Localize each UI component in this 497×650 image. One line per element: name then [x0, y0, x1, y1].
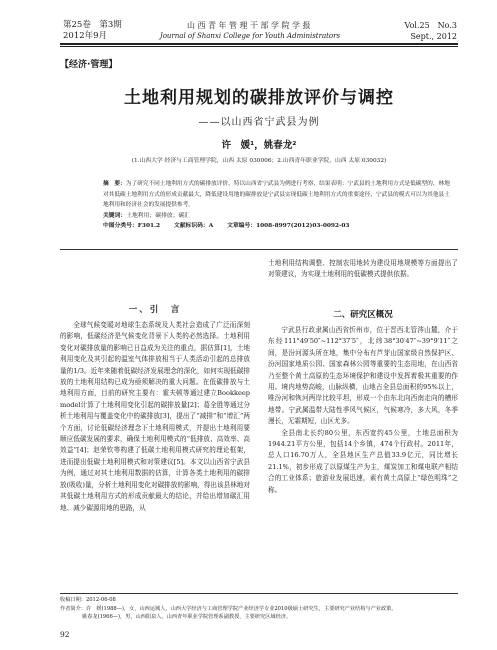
study-area-body	[268, 325, 458, 496]
journal-volume-en	[405, 20, 457, 42]
article-number-group	[227, 223, 349, 229]
author-affiliation: (1.山西大学 经济与工商管理学院，山西 太原 030006；2.山西青年职业学院，山西 太原 030032)	[131, 158, 387, 164]
author-bio-1: 作者简介：许 媛(1988—)，女，山西运城人，山西大学经济与工商管理学院产业经济学专业2010级硕士研究生，主要研究产业结构与产业政策。	[60, 605, 397, 612]
introduction-body	[60, 320, 250, 514]
section-category: 【经济·管理】	[60, 60, 118, 70]
issue-date: 2012年9月	[63, 31, 108, 41]
article-number: 1008-8997(2012)03-0092-03	[256, 222, 350, 229]
doc-code: A	[208, 222, 214, 229]
doc-code-group	[174, 223, 213, 229]
section-heading-introduction: 一、引 言	[128, 305, 182, 315]
section-heading-study-area: 二、研究区概况	[333, 310, 393, 320]
journal-name-cn: 山西青年管理干部学院学报	[187, 21, 313, 30]
introduction-paragraph: 全球气候变暖对地球生态系统及人类社会造成了广泛而深刻的影响，低碳经济是气候变化背景下人类的必然选择。土地利用变化对碳排放量的影响已日益成为关注的重点，据估算[1]，土地利用变化及其引起的温室气体排放相当于人类活动引起的总排放量的1/3。近年来随着低碳经济发展理念的深化，如何实现低碳排放的土地利用结构已成为亟须解决的重大问题。在低碳排放与土地利用方面，目前的研究主要有：霍夫顿等通过建立Bookkeep model计算了土地利用变化引起的碳排放量[2]；葛全胜等通过分析土地利用与覆盖变化中的碳排放[3]，提出了“减排”和“增汇”两个方面，讨论低碳经济理念下土地利用模式，并提出土地利用要顺应低碳发展的要求，确保土地利用模式的“低排放、高效率、高效益”[4]；赵荣钦等构建了低碳土地利用模式研究的理论框架，进而提出低碳土地利用模式和对策建议[5]。本文以山西省宁武县为例，通过对其土地利用数据的估算，计算各类土地利用的碳排放(吸收)量，分析土地利用变化对碳排放的影响，得出该县林地对其低碳土地利用方式的形成贡献最大的结论，并给出增加碳汇用地、减少碳源用地的思路，从	[60, 321, 250, 512]
article-authors: 许 媛¹，姚春龙²	[221, 140, 297, 151]
received-date: 收稿日期：2012-06-08	[60, 597, 116, 603]
doc-code-label: 文献标识码：	[173, 222, 209, 229]
journal-name	[150, 20, 350, 42]
keywords-line	[103, 211, 451, 221]
article-title: 土地利用规划的碳排放评价与调控	[124, 88, 394, 108]
author-bio-2: 姚春龙(1966—)，男，山西阳泉人，山西青年职业学院管理系副教授，主要研究区域经济。	[82, 614, 292, 620]
abstract-separator	[60, 249, 458, 250]
date-en: Sept., 2012	[410, 32, 457, 41]
intro-continuation: 土地利用结构调整、控制农用地转为建设用地规模等方面提出了对策建议，为实现土地利用的低碳模式提供依据。	[268, 259, 458, 279]
keywords-text: 土地利用；碳排放；碳汇	[126, 212, 190, 219]
header-rule-thin	[60, 46, 458, 47]
footnote-rule	[60, 593, 458, 594]
abstract	[103, 179, 451, 211]
clc-group	[103, 223, 160, 229]
volume-label: 第25卷 第3期	[63, 20, 122, 30]
clc-code: F301.2	[137, 222, 161, 229]
classification-line	[103, 221, 451, 231]
article-subtitle: ——以山西省宁武县为例	[198, 117, 320, 128]
header-rule-thick	[60, 43, 458, 45]
study-area-paragraph-1: 宁武县行政隶属山西省忻州市，位于晋西北管涔山麓，介于东经111°49′50″~112°37′5″，北纬38°30′47″~39°9′11″之间，是汾河源头所在地，集中分布有芦芽山国家级自然保护区、汾河国家地质公园、国家森林公园等重要的生态用地，在山西省乃至整个黄土高原的生态环境保护和建设中发挥着极其重要的作用。境内地势高峻，山脉纵横，山地占全县总面积的95%以上，唯汾河和恢河两岸比较平坦，形成一个由东北向西南走向的槽形地带。宁武属温带大陆性季风气候区，气候寒冷，多大风，冬季漫长，无霜期短，山区尤多。	[268, 326, 458, 426]
keywords-label: 关键词：	[103, 212, 127, 219]
article-number-label: 文章编号：	[227, 222, 257, 229]
page-number: 92	[60, 630, 70, 639]
footnotes	[60, 596, 458, 622]
volume-en: Vol.25 No.3	[404, 21, 457, 30]
journal-volume-issue	[63, 20, 122, 42]
right-column-intro	[268, 258, 458, 281]
abstract-label: 摘 要：	[103, 181, 126, 187]
clc-label: 中图分类号：	[103, 222, 138, 229]
study-area-paragraph-2: 全县南北长约80公里，东西宽约45公里，土地总面积为1944.21平方公里，包括14个乡镇，474个行政村。2011年，总人口16.70万人，全县地区生产总值33.9亿元，同比增长21.1%，初步形成了以原煤生产为主，煤炭加工和煤电联产相结合的工业体系；旅游业发展迅速，素有黄土高原上“绿色明珠”之称。	[268, 428, 458, 494]
abstract-text: 为了研究不同土地利用方式的碳排放评价，特以山西省宁武县为例进行考察，结果表明：宁武县的土地利用方式是低碳型的，林地对其低碳土地利用方式的形成贡献最大，降低建设用地的碳排放是宁武县实现低碳土地利用方式的重要途径，宁武县的模式可以为其他县土地利用和经济社会的发展提供参考。	[103, 181, 450, 208]
journal-name-en: Journal of Shanxi College for Youth Administrators	[159, 32, 341, 40]
abstract-block	[103, 179, 451, 231]
